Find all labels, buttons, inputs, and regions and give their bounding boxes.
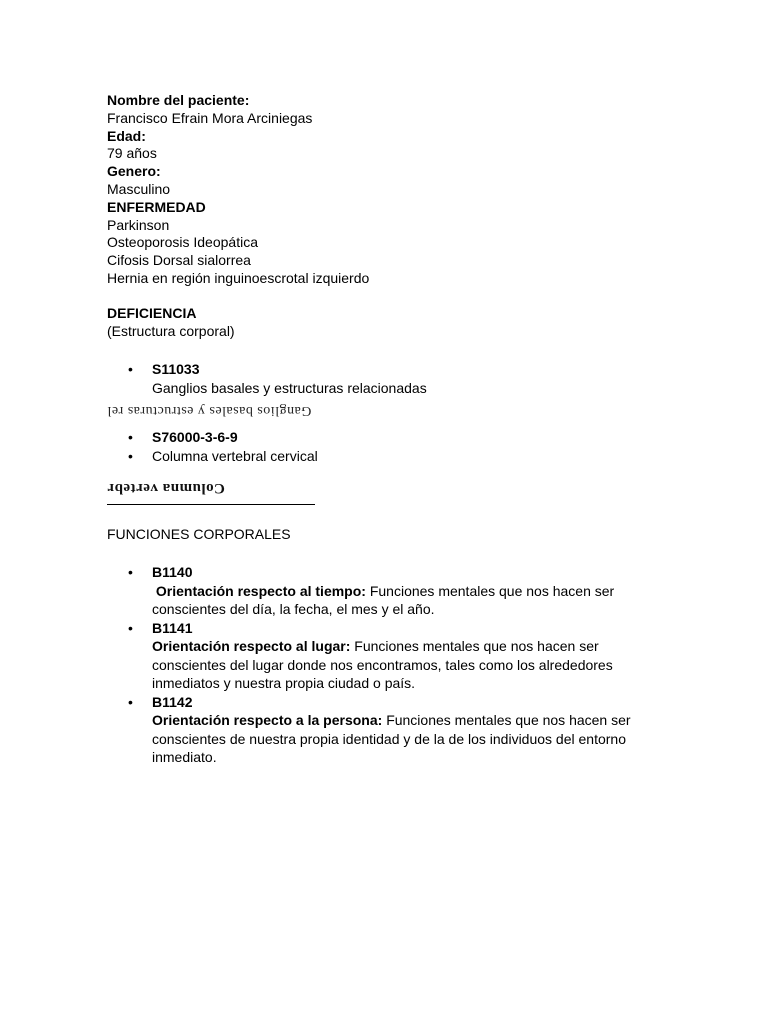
disease-item: Osteoporosis Ideopática xyxy=(107,234,258,251)
disease-item: Parkinson xyxy=(107,216,170,233)
item-title: Orientación respecto al lugar: xyxy=(152,638,351,654)
item-title: Orientación respecto al tiempo: xyxy=(155,582,366,599)
patient-age-value: 79 años xyxy=(107,145,157,162)
deficiency-list-1 xyxy=(107,360,667,397)
mirrored-text-artifact: Ganglios basales y estructuras rel xyxy=(107,403,312,418)
patient-gender-label: Genero: xyxy=(107,163,161,180)
item-code: S76000-3-6-9 xyxy=(152,429,238,445)
item-description: Ganglios basales y estructuras relacionadas xyxy=(152,379,427,396)
list-item xyxy=(107,693,667,767)
functions-list xyxy=(107,563,667,767)
list-item xyxy=(107,360,667,397)
functions-section xyxy=(107,526,667,544)
item-description: Columna vertebral cervical xyxy=(152,447,318,464)
deficiency-heading: DEFICIENCIA xyxy=(107,305,197,321)
item-code: B1141 xyxy=(152,619,193,636)
patient-age-label: Edad: xyxy=(107,127,146,144)
item-description xyxy=(152,637,652,693)
item-text: Funciones mentales que nos hacen ser conscientes del día, la fecha, el mes y el año. xyxy=(152,582,615,617)
item-code: B1142 xyxy=(152,693,193,710)
disease-item: Hernia en región inguinoescrotal izquierdo xyxy=(107,269,370,286)
deficiency-section xyxy=(107,305,667,341)
deficiency-subheading: (Estructura corporal) xyxy=(107,322,235,339)
bullet-icon: • xyxy=(128,564,133,580)
list-item xyxy=(107,447,667,466)
list-item xyxy=(107,619,667,693)
item-description xyxy=(152,711,652,767)
item-description xyxy=(152,582,652,619)
patient-info xyxy=(107,92,667,288)
item-text: Funciones mentales que nos hacen ser conscientes de nuestra propia identidad y de la de los individuos del entorno inmediato. xyxy=(152,712,631,765)
deficiency-list-2 xyxy=(107,428,667,465)
disease-item: Cifosis Dorsal sialorrea xyxy=(107,252,251,269)
bullet-icon: • xyxy=(128,429,133,445)
bullet-icon: • xyxy=(128,447,133,464)
bullet-icon: • xyxy=(128,619,133,636)
bullet-icon: • xyxy=(128,693,133,710)
item-code: S11033 xyxy=(152,361,200,377)
list-item xyxy=(107,563,667,619)
item-title: Orientación respecto a la persona: xyxy=(152,712,383,728)
disease-heading: ENFERMEDAD xyxy=(107,198,206,215)
list-item xyxy=(107,428,667,447)
horizontal-divider xyxy=(107,504,315,505)
patient-name-value: Francisco Efrain Mora Arciniegas xyxy=(107,109,313,126)
patient-name-label: Nombre del paciente: xyxy=(107,92,250,108)
patient-gender-value: Masculino xyxy=(107,180,171,197)
item-code: B1140 xyxy=(152,564,193,580)
item-text: Funciones mentales que nos hacen ser conscientes del lugar donde nos encontramos, tales como los alrededores inmediatos y nuestra propia ciudad o país. xyxy=(152,638,613,691)
functions-heading: FUNCIONES CORPORALES xyxy=(107,526,291,542)
bullet-icon: • xyxy=(128,361,133,377)
mirrored-text-artifact: Columna vertebr xyxy=(107,480,225,496)
